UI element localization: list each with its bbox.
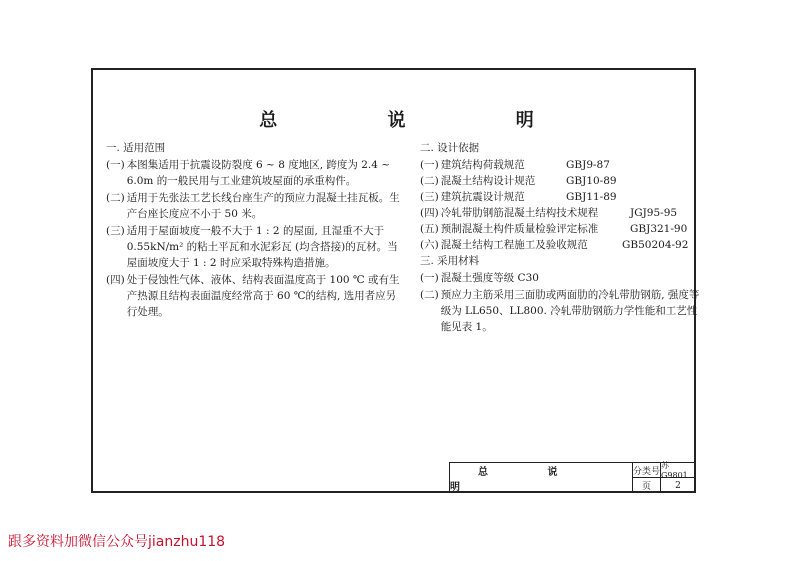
list-item (420, 270, 710, 286)
reference-item (420, 157, 710, 173)
item-prefix: (二) (420, 289, 439, 301)
reference-item (420, 237, 710, 253)
item-text: 预应力主筋采用三面肋或两面肋的冷轧带肋钢筋, 强度等级为 LL650、LL800. 冷轧带肋钢筋力学性能和工艺性能见表 1。 (440, 289, 700, 333)
reference-name: 混凝土结构工程施工及验收规范 (440, 239, 588, 251)
reference-code: JGJ95-95 (630, 207, 678, 219)
item-text: 本图集适用于抗震设防裂度 6 ~ 8 度地区, 跨度为 2.4 ~ 6.0m 的一般民用与工业建筑坡屋面的承重构件。 (126, 159, 391, 187)
watermark-text: 跟多资料加微信公众号jianzhu118 (8, 534, 226, 550)
scope-section (106, 140, 406, 321)
reference-code: GBJ9-87 (566, 159, 610, 171)
item-prefix: (二) (106, 192, 125, 204)
item-prefix: (四) (106, 274, 125, 286)
item-text: 处于侵蚀性气体、液体、结构表面温度高于 100 ℃ 或有生产热源且结构表面温度经常高于 60 ℃的结构, 选用者应另行处理。 (126, 274, 400, 318)
list-item (420, 287, 702, 335)
section-heading: 二. 设计依据 (420, 142, 480, 154)
list-item (106, 272, 406, 320)
reference-item (420, 173, 710, 189)
item-prefix: (四) (420, 207, 439, 219)
item-text: 适用于屋面坡度一般不大于 1 : 2 的屋面, 且湿重不大于 0.55kN/m² 的粘土平瓦和水泥彩瓦 (均含搭接)的瓦材。当屋面坡度大于 1 : 2 时应采取特殊构造措施。 (126, 225, 398, 269)
item-prefix: (二) (420, 175, 439, 187)
reference-name: 建筑抗震设计规范 (440, 191, 525, 203)
item-prefix: (六) (420, 239, 439, 251)
reference-code: GBJ11-89 (566, 191, 617, 203)
reference-item (420, 205, 710, 221)
item-prefix: (五) (420, 223, 439, 235)
reference-item (420, 221, 710, 237)
classification-value: 苏G9801 (661, 463, 695, 478)
reference-item (420, 189, 710, 205)
item-prefix: (三) (420, 191, 439, 203)
basis-section (420, 140, 710, 336)
page-number: 2 (675, 480, 681, 491)
reference-code: GBJ321-90 (630, 223, 688, 235)
title-block (449, 462, 696, 493)
list-item (106, 223, 406, 271)
reference-code: GBJ10-89 (566, 175, 617, 187)
section-heading: 一. 适用范围 (106, 142, 166, 154)
item-prefix: (一) (420, 272, 439, 284)
item-prefix: (一) (106, 159, 125, 171)
classification-label: 分类号 (633, 463, 661, 478)
section-heading: 三. 采用材料 (420, 255, 480, 267)
list-item (106, 157, 406, 189)
reference-code: GB50204-92 (622, 239, 689, 251)
page-title: 总 说 明 (259, 110, 586, 131)
item-text: 混凝土强度等级 C30 (440, 272, 539, 284)
reference-name: 冷轧带肋钢筋混凝土结构技术规程 (440, 207, 599, 219)
reference-name: 混凝土结构设计规范 (440, 175, 536, 187)
list-item (106, 190, 406, 222)
item-prefix: (三) (106, 225, 125, 237)
reference-name: 预制混凝土构件质量检验评定标准 (440, 223, 599, 235)
title-block-name: 总 说 明 (450, 463, 633, 493)
item-text: 适用于先张法工艺长线台座生产的预应力混凝土挂瓦板。生产台座长度应不小于 50 米。 (126, 192, 400, 220)
page-label: 页 (633, 478, 661, 493)
item-prefix: (一) (420, 159, 439, 171)
reference-name: 建筑结构荷载规范 (440, 159, 525, 171)
